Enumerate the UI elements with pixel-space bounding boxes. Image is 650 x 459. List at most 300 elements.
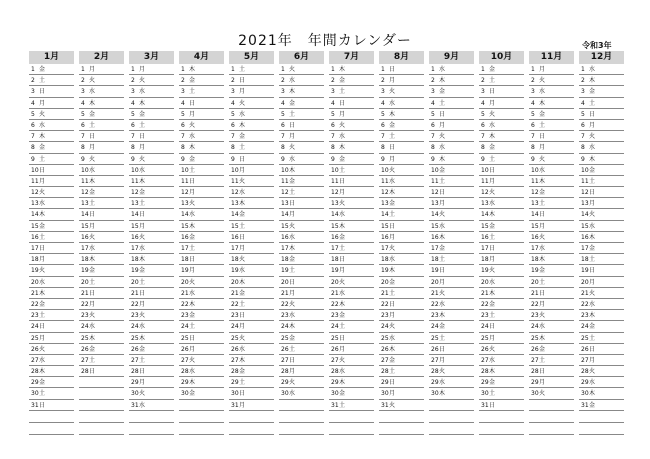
blank-row bbox=[229, 411, 274, 423]
day-row bbox=[129, 154, 174, 165]
day-number: 16 bbox=[331, 233, 339, 241]
day-weekday: 土 bbox=[439, 177, 446, 185]
day-weekday: 金 bbox=[289, 256, 296, 264]
day-weekday: 火 bbox=[89, 77, 96, 85]
day-weekday: 月 bbox=[189, 345, 196, 353]
day-weekday: 日 bbox=[489, 166, 496, 174]
day-weekday: 木 bbox=[339, 379, 346, 387]
day-number: 5 bbox=[231, 110, 235, 118]
day-number: 2 bbox=[31, 77, 35, 85]
day-number: 4 bbox=[131, 99, 135, 107]
month-column bbox=[79, 51, 124, 435]
day-number: 22 bbox=[381, 300, 389, 308]
day-number: 27 bbox=[431, 356, 439, 364]
day-number: 20 bbox=[281, 278, 289, 286]
day-row bbox=[279, 310, 324, 321]
day-row bbox=[429, 265, 474, 276]
day-row bbox=[379, 154, 424, 165]
day-row bbox=[579, 86, 624, 97]
day-number: 30 bbox=[281, 390, 289, 398]
day-number: 1 bbox=[381, 66, 385, 73]
day-row bbox=[429, 120, 474, 131]
day-number: 23 bbox=[131, 312, 139, 320]
day-weekday: 木 bbox=[39, 289, 46, 297]
day-number: 17 bbox=[331, 245, 339, 252]
day-number: 16 bbox=[481, 233, 489, 241]
day-number: 31 bbox=[381, 401, 389, 409]
day-weekday: 土 bbox=[289, 189, 296, 197]
day-row bbox=[329, 232, 374, 243]
day-weekday: 月 bbox=[389, 233, 396, 241]
blank-row bbox=[379, 411, 424, 423]
day-row bbox=[29, 243, 74, 254]
day-row bbox=[129, 120, 174, 131]
day-number: 14 bbox=[381, 211, 389, 219]
day-weekday: 水 bbox=[139, 88, 146, 96]
day-row bbox=[129, 400, 174, 411]
day-row bbox=[429, 321, 474, 332]
day-number: 12 bbox=[131, 189, 139, 197]
day-row bbox=[529, 120, 574, 131]
day-weekday: 木 bbox=[289, 166, 296, 174]
day-weekday: 土 bbox=[239, 379, 246, 387]
day-number: 19 bbox=[31, 267, 39, 275]
day-number: 8 bbox=[531, 144, 535, 152]
day-weekday: 木 bbox=[539, 99, 546, 107]
day-row bbox=[529, 86, 574, 97]
day-row bbox=[529, 198, 574, 209]
day-row bbox=[279, 221, 324, 232]
day-weekday: 金 bbox=[339, 233, 346, 241]
day-row bbox=[129, 310, 174, 321]
day-number: 28 bbox=[131, 368, 139, 376]
day-number: 12 bbox=[81, 189, 89, 197]
day-row bbox=[529, 131, 574, 142]
day-row bbox=[229, 355, 274, 366]
day-row bbox=[529, 299, 574, 310]
day-row bbox=[29, 310, 74, 321]
day-row bbox=[329, 209, 374, 220]
day-weekday: 土 bbox=[589, 256, 596, 264]
day-row bbox=[479, 366, 524, 377]
day-weekday: 土 bbox=[339, 245, 346, 252]
day-weekday: 月 bbox=[189, 189, 196, 197]
day-number: 1 bbox=[31, 66, 35, 73]
blank-row bbox=[429, 423, 474, 435]
day-row bbox=[579, 154, 624, 165]
day-number: 5 bbox=[181, 110, 185, 118]
day-row bbox=[229, 232, 274, 243]
day-row bbox=[179, 64, 224, 75]
day-row bbox=[129, 321, 174, 332]
day-row bbox=[29, 98, 74, 109]
day-row bbox=[479, 154, 524, 165]
day-number: 14 bbox=[581, 211, 589, 219]
day-number: 17 bbox=[381, 245, 389, 252]
day-weekday: 火 bbox=[189, 121, 196, 129]
day-row bbox=[79, 209, 124, 220]
day-weekday: 木 bbox=[239, 278, 246, 286]
day-number: 17 bbox=[481, 245, 489, 252]
day-number: 29 bbox=[281, 379, 289, 387]
day-row bbox=[579, 355, 624, 366]
day-number: 17 bbox=[281, 245, 289, 252]
day-row bbox=[329, 176, 374, 187]
day-number: 8 bbox=[281, 144, 285, 152]
day-weekday: 火 bbox=[39, 267, 46, 275]
day-row bbox=[79, 366, 124, 377]
day-number: 18 bbox=[281, 256, 289, 264]
day-number: 20 bbox=[581, 278, 589, 286]
day-row bbox=[479, 221, 524, 232]
day-number: 1 bbox=[431, 66, 435, 73]
day-number: 12 bbox=[231, 189, 239, 197]
day-weekday: 火 bbox=[389, 245, 396, 252]
day-weekday: 水 bbox=[589, 144, 596, 152]
day-row bbox=[429, 254, 474, 265]
day-number: 1 bbox=[581, 66, 585, 73]
day-number: 8 bbox=[481, 144, 485, 152]
day-number: 16 bbox=[581, 233, 589, 241]
day-row bbox=[329, 64, 374, 75]
day-number: 8 bbox=[81, 144, 85, 152]
day-row bbox=[379, 64, 424, 75]
day-row bbox=[529, 75, 574, 86]
day-row bbox=[229, 366, 274, 377]
day-number: 26 bbox=[431, 345, 439, 353]
day-weekday: 土 bbox=[489, 233, 496, 241]
day-row bbox=[29, 187, 74, 198]
day-row bbox=[379, 265, 424, 276]
day-weekday: 木 bbox=[289, 88, 296, 96]
day-row bbox=[329, 254, 374, 265]
day-weekday: 水 bbox=[439, 300, 446, 308]
day-weekday: 金 bbox=[339, 390, 346, 398]
day-row bbox=[129, 388, 174, 399]
day-number: 10 bbox=[131, 166, 139, 174]
blank-row bbox=[29, 411, 74, 423]
day-row bbox=[479, 86, 524, 97]
day-weekday: 水 bbox=[589, 300, 596, 308]
day-number: 12 bbox=[31, 189, 39, 197]
day-number: 20 bbox=[181, 278, 189, 286]
day-row bbox=[579, 209, 624, 220]
day-number: 31 bbox=[581, 401, 589, 409]
day-number: 31 bbox=[481, 401, 489, 409]
day-row bbox=[129, 265, 174, 276]
day-weekday: 日 bbox=[589, 267, 596, 275]
day-number: 6 bbox=[81, 121, 85, 129]
day-row bbox=[429, 64, 474, 75]
day-weekday: 木 bbox=[539, 334, 546, 342]
day-row bbox=[579, 165, 624, 176]
day-number: 2 bbox=[181, 77, 185, 85]
day-number: 30 bbox=[531, 390, 539, 398]
month-column bbox=[429, 51, 474, 435]
day-weekday: 金 bbox=[239, 289, 246, 297]
day-row bbox=[29, 333, 74, 344]
day-number: 11 bbox=[181, 177, 189, 185]
day-number: 28 bbox=[231, 368, 239, 376]
day-weekday: 土 bbox=[439, 256, 446, 264]
day-number: 30 bbox=[131, 390, 139, 398]
day-row bbox=[29, 299, 74, 310]
day-weekday: 日 bbox=[389, 222, 396, 230]
day-number: 17 bbox=[31, 245, 39, 252]
day-number: 2 bbox=[531, 77, 535, 85]
blank-row bbox=[479, 423, 524, 435]
day-row bbox=[129, 254, 174, 265]
day-row bbox=[529, 344, 574, 355]
day-row bbox=[279, 64, 324, 75]
day-row bbox=[229, 277, 274, 288]
day-weekday: 水 bbox=[39, 121, 46, 129]
day-row bbox=[279, 388, 324, 399]
day-weekday: 火 bbox=[589, 211, 596, 219]
day-weekday: 水 bbox=[589, 379, 596, 387]
day-weekday: 月 bbox=[439, 121, 446, 129]
day-weekday: 金 bbox=[289, 177, 296, 185]
day-weekday: 木 bbox=[389, 345, 396, 353]
day-weekday: 木 bbox=[39, 368, 46, 376]
day-number: 17 bbox=[431, 245, 439, 252]
day-row bbox=[79, 254, 124, 265]
day-number: 25 bbox=[231, 334, 239, 342]
day-weekday: 月 bbox=[539, 144, 546, 152]
day-weekday: 金 bbox=[39, 66, 46, 73]
day-weekday: 火 bbox=[489, 110, 496, 118]
day-row bbox=[179, 131, 224, 142]
day-number: 19 bbox=[481, 267, 489, 275]
day-weekday: 日 bbox=[239, 233, 246, 241]
day-number: 18 bbox=[231, 256, 239, 264]
day-number: 6 bbox=[231, 121, 235, 129]
day-row bbox=[579, 333, 624, 344]
day-weekday: 日 bbox=[339, 334, 346, 342]
day-row bbox=[179, 198, 224, 209]
day-row bbox=[79, 265, 124, 276]
day-weekday: 金 bbox=[539, 345, 546, 353]
day-number: 2 bbox=[281, 77, 285, 85]
day-row bbox=[529, 400, 574, 411]
day-row bbox=[479, 176, 524, 187]
day-weekday: 土 bbox=[489, 155, 496, 163]
day-number: 11 bbox=[331, 177, 339, 185]
day-number: 3 bbox=[31, 88, 35, 96]
day-row bbox=[379, 142, 424, 153]
day-number: 22 bbox=[281, 300, 289, 308]
day-weekday: 火 bbox=[289, 222, 296, 230]
day-row bbox=[229, 388, 274, 399]
day-weekday: 水 bbox=[389, 99, 396, 107]
day-weekday: 日 bbox=[389, 379, 396, 387]
day-number: 30 bbox=[231, 390, 239, 398]
day-number: 3 bbox=[331, 88, 335, 96]
day-weekday: 金 bbox=[589, 401, 596, 409]
day-row bbox=[429, 333, 474, 344]
day-row bbox=[529, 64, 574, 75]
day-number: 10 bbox=[331, 166, 339, 174]
day-row bbox=[579, 310, 624, 321]
day-row bbox=[179, 288, 224, 299]
day-number: 14 bbox=[481, 211, 489, 219]
day-row bbox=[29, 277, 74, 288]
day-row bbox=[79, 310, 124, 321]
day-number: 9 bbox=[331, 155, 335, 163]
day-number: 21 bbox=[131, 289, 139, 297]
day-number: 28 bbox=[31, 368, 39, 376]
day-number: 30 bbox=[381, 390, 389, 398]
day-row bbox=[379, 333, 424, 344]
day-row bbox=[179, 243, 224, 254]
day-row bbox=[279, 333, 324, 344]
day-row bbox=[579, 377, 624, 388]
day-row bbox=[229, 75, 274, 86]
day-row bbox=[229, 86, 274, 97]
day-number: 1 bbox=[281, 66, 285, 73]
day-weekday: 水 bbox=[339, 133, 346, 141]
day-row bbox=[29, 142, 74, 153]
day-weekday: 土 bbox=[239, 144, 246, 152]
day-row bbox=[279, 400, 324, 411]
day-number: 4 bbox=[231, 99, 235, 107]
day-weekday: 日 bbox=[39, 323, 46, 331]
day-row bbox=[279, 254, 324, 265]
day-number: 9 bbox=[481, 155, 485, 163]
day-weekday: 日 bbox=[139, 211, 146, 219]
day-row bbox=[329, 265, 374, 276]
day-row bbox=[579, 254, 624, 265]
day-weekday: 木 bbox=[89, 256, 96, 264]
day-weekday: 火 bbox=[189, 356, 196, 364]
day-row bbox=[279, 288, 324, 299]
day-number: 19 bbox=[381, 267, 389, 275]
day-weekday: 水 bbox=[139, 166, 146, 174]
day-weekday: 水 bbox=[339, 211, 346, 219]
day-weekday: 金 bbox=[489, 144, 496, 152]
day-number: 12 bbox=[531, 189, 539, 197]
day-number: 22 bbox=[431, 300, 439, 308]
day-row bbox=[429, 198, 474, 209]
day-weekday: 火 bbox=[489, 267, 496, 275]
day-row bbox=[79, 187, 124, 198]
day-row bbox=[229, 165, 274, 176]
day-weekday: 火 bbox=[289, 379, 296, 387]
day-number: 4 bbox=[481, 99, 485, 107]
day-number: 19 bbox=[331, 267, 339, 275]
day-weekday: 水 bbox=[39, 278, 46, 286]
day-row bbox=[479, 198, 524, 209]
day-row bbox=[329, 131, 374, 142]
month-header: 9月 bbox=[429, 51, 474, 64]
day-number: 7 bbox=[131, 133, 135, 141]
day-weekday: 日 bbox=[89, 133, 96, 141]
day-weekday: 土 bbox=[339, 166, 346, 174]
day-row bbox=[329, 277, 374, 288]
day-weekday: 金 bbox=[189, 77, 196, 85]
day-row bbox=[579, 142, 624, 153]
day-number: 27 bbox=[481, 356, 489, 364]
month-header: 1月 bbox=[29, 51, 74, 64]
day-row bbox=[529, 176, 574, 187]
day-row bbox=[29, 344, 74, 355]
day-row bbox=[229, 321, 274, 332]
day-weekday: 金 bbox=[389, 121, 396, 129]
day-weekday: 土 bbox=[139, 121, 146, 129]
day-number: 30 bbox=[31, 390, 39, 398]
month-header: 11月 bbox=[529, 51, 574, 64]
day-number: 8 bbox=[381, 144, 385, 152]
day-number: 24 bbox=[431, 323, 439, 331]
day-row bbox=[479, 277, 524, 288]
day-row bbox=[279, 75, 324, 86]
day-number: 4 bbox=[281, 99, 285, 107]
day-weekday: 月 bbox=[389, 77, 396, 85]
day-number: 9 bbox=[431, 155, 435, 163]
day-weekday: 木 bbox=[189, 300, 196, 308]
day-weekday: 日 bbox=[239, 77, 246, 85]
day-weekday: 木 bbox=[189, 144, 196, 152]
day-number: 29 bbox=[31, 379, 39, 387]
day-weekday: 火 bbox=[489, 189, 496, 197]
day-weekday: 月 bbox=[489, 177, 496, 185]
day-number: 27 bbox=[181, 356, 189, 364]
day-weekday: 金 bbox=[89, 267, 96, 275]
day-weekday: 水 bbox=[439, 144, 446, 152]
day-row bbox=[479, 142, 524, 153]
day-row bbox=[479, 187, 524, 198]
day-weekday: 金 bbox=[139, 189, 146, 197]
day-weekday: 土 bbox=[539, 356, 546, 364]
day-row bbox=[229, 400, 274, 411]
day-number: 20 bbox=[231, 278, 239, 286]
day-row bbox=[179, 142, 224, 153]
day-number: 18 bbox=[431, 256, 439, 264]
day-number: 19 bbox=[81, 267, 89, 275]
day-row bbox=[29, 355, 74, 366]
day-row bbox=[79, 243, 124, 254]
day-weekday: 火 bbox=[239, 256, 246, 264]
day-row bbox=[29, 377, 74, 388]
day-weekday: 水 bbox=[489, 121, 496, 129]
day-weekday: 火 bbox=[439, 368, 446, 376]
day-row bbox=[329, 333, 374, 344]
day-weekday: 月 bbox=[189, 267, 196, 275]
day-row bbox=[129, 209, 174, 220]
day-number: 18 bbox=[481, 256, 489, 264]
day-number: 27 bbox=[81, 356, 89, 364]
day-number: 24 bbox=[31, 323, 39, 331]
day-weekday: 火 bbox=[189, 278, 196, 286]
month-column bbox=[279, 51, 324, 435]
day-number: 28 bbox=[531, 368, 539, 376]
day-row bbox=[529, 165, 574, 176]
day-number: 3 bbox=[131, 88, 135, 96]
day-row bbox=[329, 86, 374, 97]
blank-row bbox=[129, 423, 174, 435]
day-weekday: 水 bbox=[89, 88, 96, 96]
day-weekday: 月 bbox=[239, 245, 246, 252]
day-weekday: 日 bbox=[39, 88, 46, 96]
day-weekday: 木 bbox=[189, 222, 196, 230]
day-number: 10 bbox=[581, 166, 589, 174]
day-number: 4 bbox=[181, 99, 185, 107]
day-weekday: 木 bbox=[339, 66, 346, 73]
day-weekday: 木 bbox=[139, 256, 146, 264]
day-number: 22 bbox=[31, 300, 39, 308]
blank-row bbox=[79, 423, 124, 435]
day-weekday: 水 bbox=[139, 401, 146, 409]
